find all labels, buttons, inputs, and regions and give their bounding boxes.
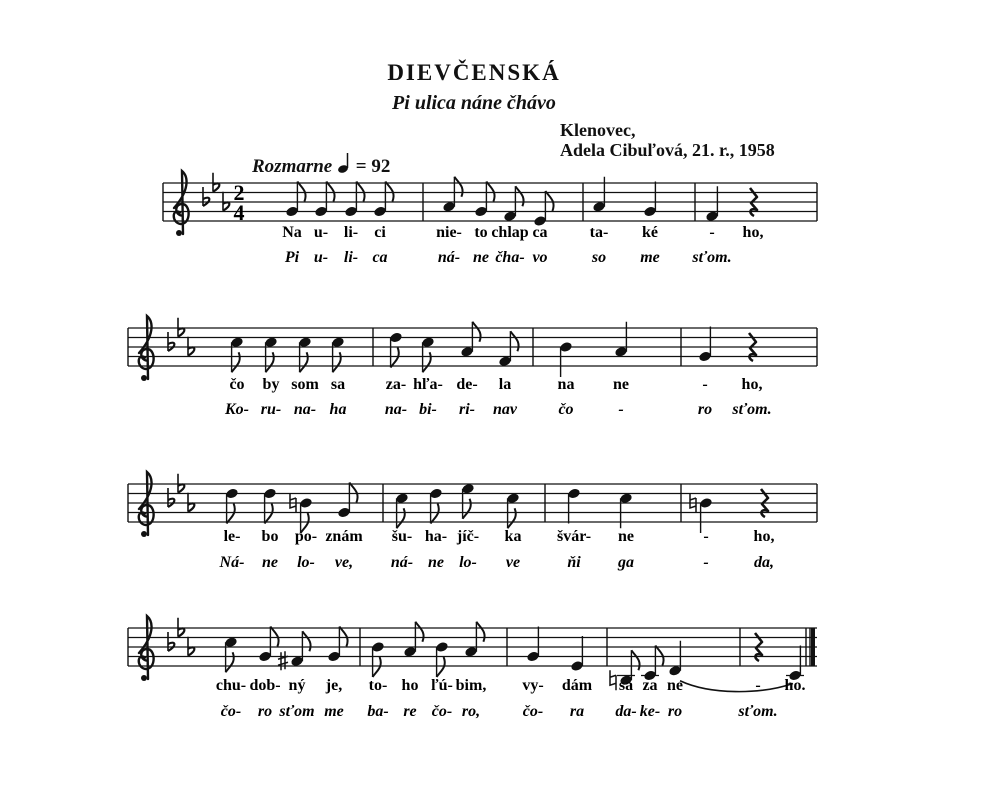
flag (373, 657, 381, 677)
lyric-syllable-rom: ná- (437, 249, 461, 266)
lyric-syllable-sk: sa (618, 677, 634, 694)
lyric-syllable-sk: za- (385, 376, 407, 393)
flag (508, 508, 516, 528)
flag (385, 182, 393, 202)
clef-tail-dot (141, 375, 147, 381)
flag (356, 182, 364, 202)
lyric-syllable-rom: u- (313, 249, 329, 266)
natural-icon (610, 670, 616, 690)
lyric-syllable-sk: ka (504, 528, 522, 545)
flag (300, 352, 308, 372)
lyric-syllable-sk: ný (288, 677, 306, 694)
lyric-syllable-sk: šu- (391, 528, 413, 545)
flag (227, 504, 235, 524)
eighth-note (435, 641, 449, 677)
lyric-syllable-sk: ho, (753, 528, 775, 545)
lyric-syllable-sk: by (262, 376, 280, 393)
lyric-syllable-rom: - (703, 554, 709, 571)
eighth-note (464, 622, 485, 658)
quarter-note (668, 641, 682, 677)
lyric-syllable-sk: - (703, 528, 709, 545)
lyric-syllable-rom: da, (754, 554, 774, 571)
slur (680, 681, 793, 692)
flat-bowl (213, 183, 219, 191)
clef-tail-dot (141, 531, 147, 537)
eighth-note (230, 336, 244, 372)
lyric-syllable-rom: ra (569, 703, 585, 720)
lyric-syllable-sk: sa (330, 376, 346, 393)
lyric-syllable-rom: nav (493, 401, 517, 418)
eighth-note (258, 627, 279, 663)
flag (515, 186, 523, 206)
flag (397, 508, 405, 528)
eighth-note (474, 182, 495, 218)
staff-system-3 (128, 472, 817, 571)
sharp-icon (278, 651, 288, 670)
lyric-syllable-sk: le- (223, 528, 241, 545)
flag (472, 322, 480, 342)
lyric-syllable-sk: ho, (742, 224, 764, 241)
lyric-syllable-sk: to- (368, 677, 388, 694)
flag (391, 348, 399, 368)
source-singer: Adela Cibuľová, 21. r., 1958 (560, 140, 775, 160)
lyric-syllable-rom: čo- (220, 703, 242, 720)
quarter-note (643, 182, 657, 218)
quarter-note (619, 492, 633, 528)
lyric-syllable-rom: čo- (431, 703, 453, 720)
lyric-syllable-sk: - (709, 224, 715, 241)
flag (423, 352, 431, 372)
flag (415, 622, 423, 642)
lyric-syllable-rom: re (403, 703, 417, 720)
lyric-syllable-sk: znám (325, 528, 363, 545)
flag (266, 352, 274, 372)
eighth-note (225, 487, 239, 523)
lyric-syllable-sk: bo (261, 528, 279, 545)
lyric-syllable-sk: - (755, 677, 761, 694)
lyric-syllable-rom: čo- (522, 703, 544, 720)
lyric-syllable-sk: je, (325, 677, 343, 694)
lyric-syllable-rom: ne (428, 554, 444, 571)
flat-bowl (188, 347, 194, 355)
lyric-syllable-sk: jíč- (456, 528, 480, 545)
eighth-note (264, 336, 278, 372)
flag (339, 627, 347, 647)
eighth-note (263, 487, 277, 523)
lyric-syllable-sk: dob- (249, 677, 281, 694)
lyric-syllable-sk: ho (401, 677, 419, 694)
flat-bowl (178, 628, 184, 636)
lyric-syllable-sk: dám (561, 677, 593, 694)
lyric-syllable-sk: ca (532, 224, 548, 241)
lyric-syllable-sk: švár- (556, 528, 592, 545)
flag (270, 627, 278, 647)
flag (655, 646, 663, 666)
lyric-syllable-rom: bi- (419, 401, 437, 418)
lyric-syllable-sk: bim, (455, 677, 487, 694)
lyric-syllable-sk: to (474, 224, 488, 241)
lyric-syllable-rom: ro (697, 401, 713, 418)
tempo-bpm: 92 (371, 156, 391, 177)
flag (437, 657, 445, 677)
flat-bowl (188, 503, 194, 511)
flag (333, 352, 341, 372)
flag (297, 182, 305, 202)
eighth-note (533, 191, 554, 227)
lyric-syllable-sk: ha- (424, 528, 448, 545)
quarter-note (698, 327, 712, 363)
eighth-note (298, 336, 312, 372)
quarter-note (592, 177, 606, 213)
lyric-syllable-rom: ve (505, 554, 521, 571)
clef-tail-dot (141, 675, 147, 681)
flat-bowl (223, 202, 229, 210)
lyric-syllable-rom: Ná- (219, 554, 245, 571)
flag (349, 483, 357, 503)
clef-tail-dot (176, 230, 182, 236)
lyric-syllable-sk: u- (313, 224, 329, 241)
lyric-syllable-rom: sťom. (738, 703, 778, 720)
quarter-note (705, 186, 719, 222)
lyric-syllable-sk: chu- (215, 677, 247, 694)
flag (463, 499, 471, 519)
lyric-syllable-sk: vy- (522, 677, 544, 694)
eighth-note (429, 487, 443, 523)
tempo-word: Rozmarne (252, 156, 333, 177)
flag (431, 504, 439, 524)
lyric-syllable-rom: ba- (367, 703, 389, 720)
lyric-syllable-sk: na (557, 376, 575, 393)
flag (545, 191, 553, 211)
lyric-syllable-rom: da- (615, 703, 637, 720)
lyric-syllable-sk: ne (613, 376, 629, 393)
lyric-syllable-sk: chlap (491, 224, 529, 241)
staff-system-2 (128, 316, 817, 418)
lyric-syllable-rom: ve, (334, 554, 354, 571)
eighth-note (285, 182, 306, 218)
lyric-syllable-rom: ru- (260, 401, 282, 418)
lyric-syllable-rom: čha- (495, 249, 525, 266)
lyric-syllable-rom: vo (532, 249, 548, 266)
lyric-syllable-rom: na- (293, 401, 317, 418)
lyric-syllable-rom: ro (667, 703, 683, 720)
quarter-note (570, 636, 584, 672)
eighth-note (395, 492, 409, 528)
flag (486, 182, 494, 202)
lyric-syllable-sk: čo (229, 376, 245, 393)
lyric-syllable-rom: čo (558, 401, 574, 418)
staff-system-4 (128, 616, 817, 720)
flat-bowl (178, 328, 184, 336)
eighth-note (344, 182, 365, 218)
lyric-syllable-sk: ho. (784, 677, 806, 694)
eighth-note (389, 331, 403, 367)
lyric-syllable-sk: Na (282, 224, 302, 241)
lyric-syllable-sk: de- (456, 376, 478, 393)
lyric-syllable-sk: la (498, 376, 512, 393)
lyric-syllable-rom: sťom. (732, 401, 772, 418)
lyric-syllable-rom: Pi (284, 249, 300, 266)
eighth-note (498, 331, 519, 367)
lyric-syllable-sk: ké (642, 224, 658, 241)
eighth-note (331, 336, 345, 372)
lyric-syllable-sk: ta- (589, 224, 609, 241)
lyric-syllable-sk: ne (618, 528, 634, 545)
eighth-note (373, 182, 394, 218)
eighth-note (442, 177, 463, 213)
lyric-syllable-rom: so (591, 249, 607, 266)
lyric-syllable-rom: ro (257, 703, 273, 720)
flag (631, 650, 639, 670)
flag (326, 182, 334, 202)
song-subtitle: Pi ulica náne čhávo (392, 92, 556, 114)
lyric-syllable-rom: na- (384, 401, 408, 418)
lyric-syllable-sk: za (642, 677, 658, 694)
flag (302, 631, 310, 651)
eighth-note (314, 182, 335, 218)
flag (510, 331, 518, 351)
lyric-syllable-rom: me (640, 249, 660, 266)
quarter-note (559, 341, 573, 377)
eighth-note (371, 641, 385, 677)
flag (454, 177, 462, 197)
lyric-syllable-sk: som (291, 376, 319, 393)
flag (232, 352, 240, 372)
lyric-syllable-rom: Ko- (225, 401, 249, 418)
flag (226, 652, 234, 672)
lyric-syllable-sk: ne (667, 677, 683, 694)
lyric-syllable-rom: ne (262, 554, 278, 571)
eighth-note (337, 483, 358, 519)
lyric-syllable-rom: li- (343, 249, 359, 266)
lyric-syllable-rom: ro, (461, 703, 481, 720)
flat-bowl (178, 484, 184, 492)
time-signature-numerator: 2 (233, 180, 245, 205)
lyric-syllable-rom: ke- (639, 703, 661, 720)
lyric-syllable-sk: po- (294, 528, 318, 545)
eighth-note (327, 627, 348, 663)
song-title: DIEVČENSKÁ (387, 60, 561, 85)
lyric-syllable-rom: lo- (459, 554, 477, 571)
lyric-syllable-rom: - (618, 401, 624, 418)
lyric-syllable-rom: ha (329, 401, 347, 418)
lyric-syllable-rom: sťom. (692, 249, 732, 266)
lyric-syllable-rom: sťom (279, 703, 315, 720)
quarter-note (526, 627, 540, 663)
eighth-note (461, 483, 475, 519)
quarter-note (567, 487, 581, 523)
lyric-syllable-rom: ga (618, 554, 634, 571)
eighth-note (506, 492, 520, 528)
eighth-note (224, 636, 238, 672)
lyric-syllable-sk: ci (374, 224, 386, 241)
eighth-note (403, 622, 424, 658)
flag (476, 622, 484, 642)
lyric-syllable-rom: me (324, 703, 344, 720)
lyric-syllable-sk: ho, (741, 376, 763, 393)
lyric-syllable-sk: ľú- (431, 677, 453, 694)
tempo-equals: = (355, 156, 367, 177)
flat-bowl (188, 647, 194, 655)
source-place: Klenovec, (560, 120, 636, 140)
eighth-note (503, 186, 524, 222)
time-signature-denominator: 4 (233, 200, 245, 225)
lyric-syllable-rom: ne (473, 249, 489, 266)
lyric-syllable-sk: hľa- (413, 376, 443, 393)
lyric-syllable-rom: ňi (567, 554, 581, 571)
lyric-syllable-rom: ca (372, 249, 388, 266)
quarter-note (614, 322, 628, 358)
lyric-syllable-rom: ná- (390, 554, 414, 571)
lyric-syllable-sk: nie- (436, 224, 462, 241)
staff-system-1 (163, 171, 817, 266)
eighth-note (460, 322, 481, 358)
lyric-syllable-rom: ri- (459, 401, 475, 418)
lyric-syllable-rom: lo- (297, 554, 315, 571)
lyric-syllable-sk: li- (343, 224, 359, 241)
lyric-syllable-sk: - (702, 376, 708, 393)
eighth-note (421, 336, 435, 372)
flag (265, 504, 273, 524)
